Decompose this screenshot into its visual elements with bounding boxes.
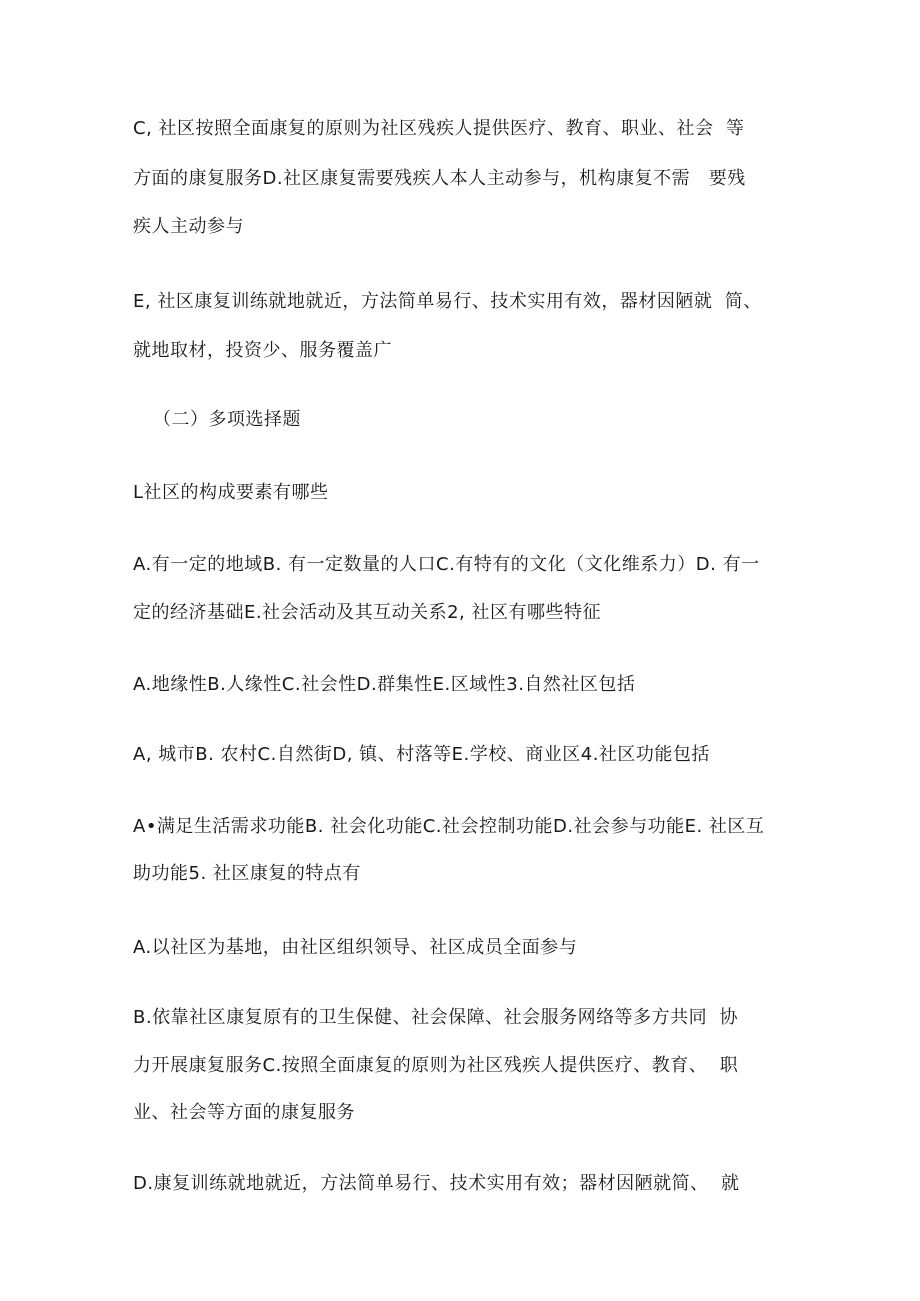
text-line: 业、社会等方面的康复服务: [133, 1102, 355, 1123]
text-line: E, 社区康复训练就地就近，方法简单易行、技术实用有效，器材因陋就 简、: [133, 291, 762, 312]
text-line: 疾人主动参与: [133, 216, 244, 237]
question-title: L社区的构成要素有哪些: [133, 482, 329, 503]
text-line: A, 城市B. 农村C.自然街D, 镇、村落等E.学校、商业区4.社区功能包括: [133, 744, 710, 765]
text-line: 就地取材，投资少、服务覆盖广: [133, 340, 392, 361]
text-line: A•满足生活需求功能B. 社会化功能C.社会控制功能D.社会参与功能E. 社区互: [133, 816, 765, 837]
text-line: 助功能5. 社区康复的特点有: [133, 863, 361, 884]
text-line: A.地缘性B.人缘性C.社会性D.群集性E.区域性3.自然社区包括: [133, 674, 636, 695]
text-line: D.康复训练就地就近，方法简单易行、技术实用有效；器材因陋就简、 就: [133, 1173, 740, 1194]
text-line: B.依靠社区康复原有的卫生保健、社会保障、社会服务网络等多方共同 协: [133, 1007, 739, 1028]
text-line: A.有一定的地域B. 有一定数量的人口C.有特有的文化（文化维系力）D. 有一: [133, 554, 760, 575]
text-line: A.以社区为基地，由社区组织领导、社区成员全面参与: [133, 937, 578, 958]
text-line: C, 社区按照全面康复的原则为社区残疾人提供医疗、教育、职业、社会 等: [133, 118, 745, 139]
section-heading: （二）多项选择题: [153, 409, 301, 430]
text-line: 方面的康复服务D.社区康复需要残疾人本人主动参与，机构康复不需 要残: [133, 168, 746, 189]
text-line: 力开展康复服务C.按照全面康复的原则为社区残疾人提供医疗、教育、 职: [133, 1055, 739, 1076]
text-line: 定的经济基础E.社会活动及其互动关系2, 社区有哪些特征: [133, 602, 601, 623]
